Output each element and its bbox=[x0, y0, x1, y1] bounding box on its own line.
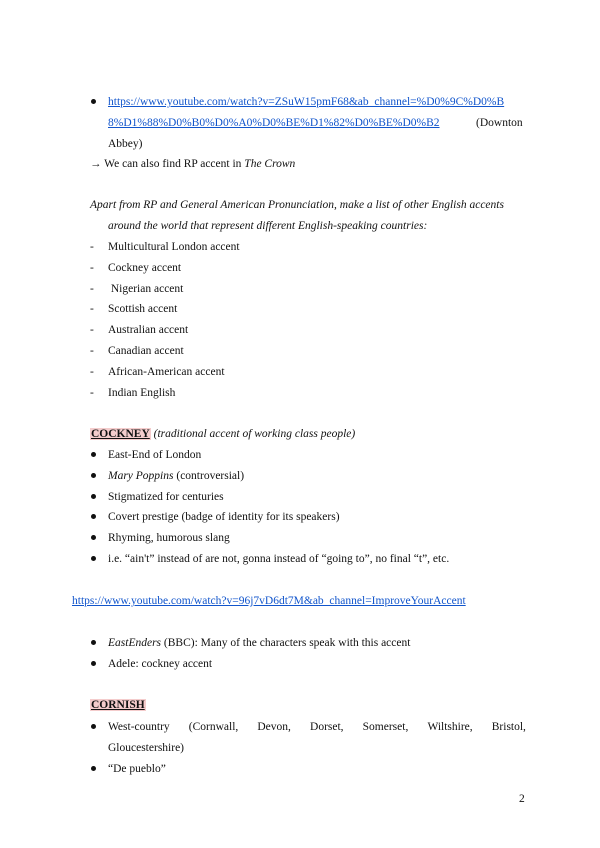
youtube-link-line-2 bbox=[108, 116, 440, 130]
list-item: “De pueblo” bbox=[108, 763, 166, 775]
bullet-icon bbox=[91, 514, 96, 519]
cornish-heading: CORNISH bbox=[91, 699, 145, 711]
dash-marker: - bbox=[90, 241, 94, 253]
bullet-icon bbox=[91, 99, 96, 104]
bullet-icon bbox=[91, 661, 96, 666]
list-item: Adele: cockney accent bbox=[108, 658, 213, 670]
downton-note: (Downton bbox=[476, 117, 523, 129]
list-item: Cockney accent bbox=[108, 262, 182, 274]
list-item: Australian accent bbox=[108, 324, 189, 336]
arrow-line-text: → We can also find RP accent in bbox=[90, 158, 245, 170]
dash-marker: - bbox=[90, 262, 94, 274]
list-item-text: (controversial) bbox=[173, 470, 245, 482]
list-item: Stigmatized for centuries bbox=[108, 491, 224, 503]
list-item bbox=[108, 469, 244, 483]
bullet-icon bbox=[91, 473, 96, 478]
list-item-text: (BBC): Many of the characters speak with this accent bbox=[161, 637, 411, 649]
dash-marker: - bbox=[90, 283, 94, 295]
west-country-line-2: Gloucestershire) bbox=[108, 742, 184, 754]
cockney-heading-line bbox=[90, 427, 355, 441]
west-country-word: Devon, bbox=[257, 721, 291, 733]
cockney-subtitle: (traditional accent of working class people) bbox=[150, 428, 356, 440]
cornish-heading-line bbox=[90, 698, 146, 712]
bullet-icon bbox=[91, 640, 96, 645]
dash-marker: - bbox=[90, 366, 94, 378]
list-item: Multicultural London accent bbox=[108, 241, 240, 253]
downton-note-cont: Abbey) bbox=[108, 138, 143, 150]
west-country-word: Somerset, bbox=[362, 721, 409, 733]
west-country-word: Wiltshire, bbox=[427, 721, 473, 733]
bullet-icon bbox=[91, 535, 96, 540]
list-item: African-American accent bbox=[108, 366, 225, 378]
west-country-word: Bristol, bbox=[491, 721, 526, 733]
youtube-link-line-1 bbox=[108, 95, 504, 109]
cockney-heading: COCKNEY bbox=[91, 428, 150, 440]
bullet-icon bbox=[91, 452, 96, 457]
bullet-icon bbox=[91, 724, 96, 729]
youtube-link-downton[interactable]: https://www.youtube.com/watch?v=ZSuW15pmF68&ab_channel=%D0%9C%D0%B bbox=[108, 96, 505, 108]
list-item: East-End of London bbox=[108, 449, 202, 461]
the-crown-title: The Crown bbox=[244, 158, 296, 170]
mary-poppins-title: Mary Poppins bbox=[108, 470, 174, 482]
cockney-link-line bbox=[72, 594, 466, 608]
west-country-word: (Cornwall, bbox=[188, 721, 239, 733]
list-item: Canadian accent bbox=[108, 345, 184, 357]
list-item: Scottish accent bbox=[108, 303, 178, 315]
youtube-link-improve-accent[interactable]: https://www.youtube.com/watch?v=96j7vD6dt7M&ab_channel=ImproveYourAccent bbox=[72, 595, 466, 607]
page-number: 2 bbox=[519, 793, 525, 805]
bullet-icon bbox=[91, 494, 96, 499]
dash-marker: - bbox=[90, 387, 94, 399]
list-item: Indian English bbox=[108, 387, 176, 399]
west-country-line bbox=[108, 720, 526, 734]
west-country-word: West-country bbox=[108, 721, 170, 733]
dash-marker: - bbox=[90, 324, 94, 336]
bullet-icon bbox=[91, 556, 96, 561]
question-line-1: Apart from RP and General American Pronunciation, make a list of other English accents bbox=[90, 199, 504, 211]
dash-marker: - bbox=[90, 345, 94, 357]
dash-marker: - bbox=[90, 303, 94, 315]
eastenders-title: EastEnders bbox=[108, 637, 162, 649]
bullet-icon bbox=[91, 766, 96, 771]
list-item: Nigerian accent bbox=[108, 283, 184, 295]
list-item: i.e. “ain't” instead of are not, gonna instead of “going to”, no final “t”, etc. bbox=[108, 553, 450, 565]
arrow-line bbox=[90, 157, 295, 171]
list-item bbox=[108, 636, 410, 650]
west-country-word: Dorset, bbox=[310, 721, 344, 733]
list-item: Covert prestige (badge of identity for its speakers) bbox=[108, 511, 340, 523]
list-item: Rhyming, humorous slang bbox=[108, 532, 230, 544]
question-line-2: around the world that represent different English-speaking countries: bbox=[108, 220, 428, 232]
youtube-link-downton-cont[interactable]: 8%D1%88%D0%B0%D0%A0%D0%BE%D1%82%D0%BE%D0%B2 bbox=[108, 117, 440, 129]
